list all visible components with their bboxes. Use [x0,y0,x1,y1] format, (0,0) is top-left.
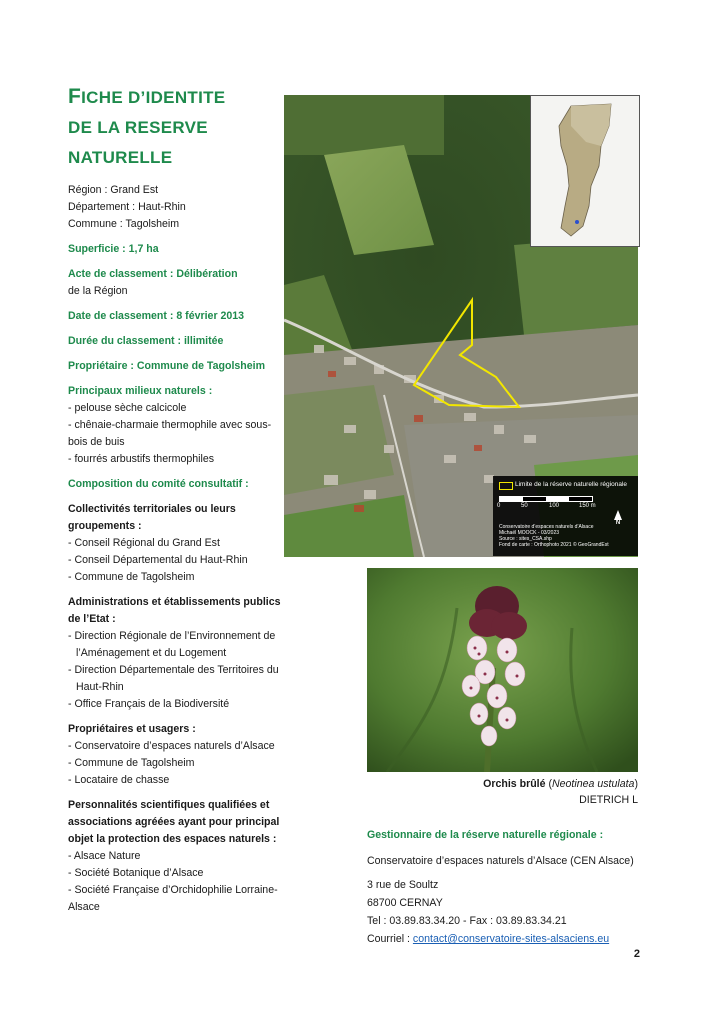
species-name: Orchis brûlé (Neotinea ustulata) [483,778,638,790]
list-item: - Conseil Départemental du Haut-Rhin [68,554,248,566]
list-item: - Direction Régionale de l’Environnement de l’Aménagement et du Logement [68,630,276,659]
photo-caption [367,776,638,808]
region-inset-map [530,95,640,247]
scale-tick: 50 [521,503,528,509]
departement-text: Département : Haut-Rhin [68,201,186,213]
scale-tick: 0 [497,503,501,509]
species-common-name: Orchis brûlé [483,778,546,790]
title-initial: F [68,85,82,108]
orchid-image [367,568,638,772]
map-credits [499,524,609,548]
list-item: - Office Français de la Biodiversité [68,698,230,710]
email-label: Courriel : [367,933,413,945]
list-item: - Commune de Tagolsheim [68,757,195,769]
list-item: - pelouse sèche calcicole [68,402,187,414]
group-title: Administrations et établissements publics de l’Etat : [68,596,281,625]
group-title: Personnalités scientifiques qualifiées et associations agréées ayant pour principal objet la protection des espaces naturels : [68,799,280,845]
gestionnaire-email-row [367,930,647,948]
list-item: - Société Française d’Orchidophilie Lorraine-Alsace [68,884,278,913]
credit-line: Michaël MOOCK - 03/2023 [499,530,560,536]
page-number: 2 [633,948,640,960]
superficie-text: Superficie : 1,7 ha [68,243,159,255]
list-item: - Direction Départementale des Territoires du Haut-Rhin [68,664,279,693]
list-item: - Conseil Régional du Grand Est [68,537,220,549]
date-classement: Date de classement : 8 février 2013 [68,310,245,322]
group-title: Collectivités territoriales ou leurs groupements : [68,503,236,532]
gestionnaire-street: 3 rue de Soultz [367,879,439,891]
species-latin-name: Neotinea ustulata [552,778,635,790]
list-item: - Commune de Tagolsheim [68,571,195,583]
list-item: - Conservatoire d’espaces naturels d’Alsace [68,740,275,752]
legend-swatch [499,482,513,490]
scale-bar [499,496,593,502]
photo-credit: DIETRICH L [579,794,638,806]
comite-heading: Composition du comité consultatif : [68,478,249,490]
title-line-1: ICHE D’IDENTITE [81,88,226,107]
list-item: - Société Botanique d’Alsace [68,867,204,879]
gestionnaire-city: 68700 CERNAY [367,897,443,909]
gestionnaire-block [367,826,647,948]
list-item: - Alsace Nature [68,850,141,862]
acte-detail: de la Région [68,285,128,297]
milieux-heading: Principaux milieux naturels : [68,385,213,397]
list-item: - Locataire de chasse [68,774,170,786]
gestionnaire-heading: Gestionnaire de la réserve naturelle régionale : [367,829,604,841]
email-link[interactable]: contact@conservatoire-sites-alsaciens.eu [412,933,610,945]
scale-tick: 150 m [579,503,596,509]
list-item: - chênaie-charmaie thermophile avec sous-bois de buis [68,419,272,448]
credit-line: Fond de carte : Orthophoto 2021 © GeoGrandEst [499,542,609,548]
north-arrow-icon: N [613,510,623,526]
scale-tick: 100 [549,503,560,509]
title-line-2: DE LA RESERVE [68,118,208,137]
list-item: - fourrés arbustifs thermophiles [68,453,215,465]
milieux-list [68,400,288,468]
group-title: Propriétaires et usagers : [68,723,196,735]
acte-label: Acte de classement : Délibération [68,268,238,280]
region-text: Région : Grand Est [68,184,159,196]
commune-text: Commune : Tagolsheim [68,218,180,230]
title-line-3: NATURELLE [68,148,173,167]
duree-classement: Durée du classement : illimitée [68,335,224,347]
proprietaire-text: Propriétaire : Commune de Tagolsheim [68,360,266,372]
orchid-photo [367,568,638,772]
gestionnaire-org: Conservatoire d’espaces naturels d’Alsace (CEN Alsace) [367,855,634,867]
legend-label: Limite de la réserve naturelle régionale [515,481,628,488]
identity-column [68,182,288,916]
location-marker [575,220,579,224]
map-legend [493,476,638,556]
alsace-outline-map [531,96,639,246]
credit-line: Conservatoire d’espaces naturels d’Alsace [499,524,594,530]
credit-line: Source : sites_CSA.shp [499,536,552,542]
gestionnaire-phone: Tel : 03.89.83.34.20 - Fax : 03.89.83.34.21 [367,915,567,927]
page-title [68,82,288,173]
